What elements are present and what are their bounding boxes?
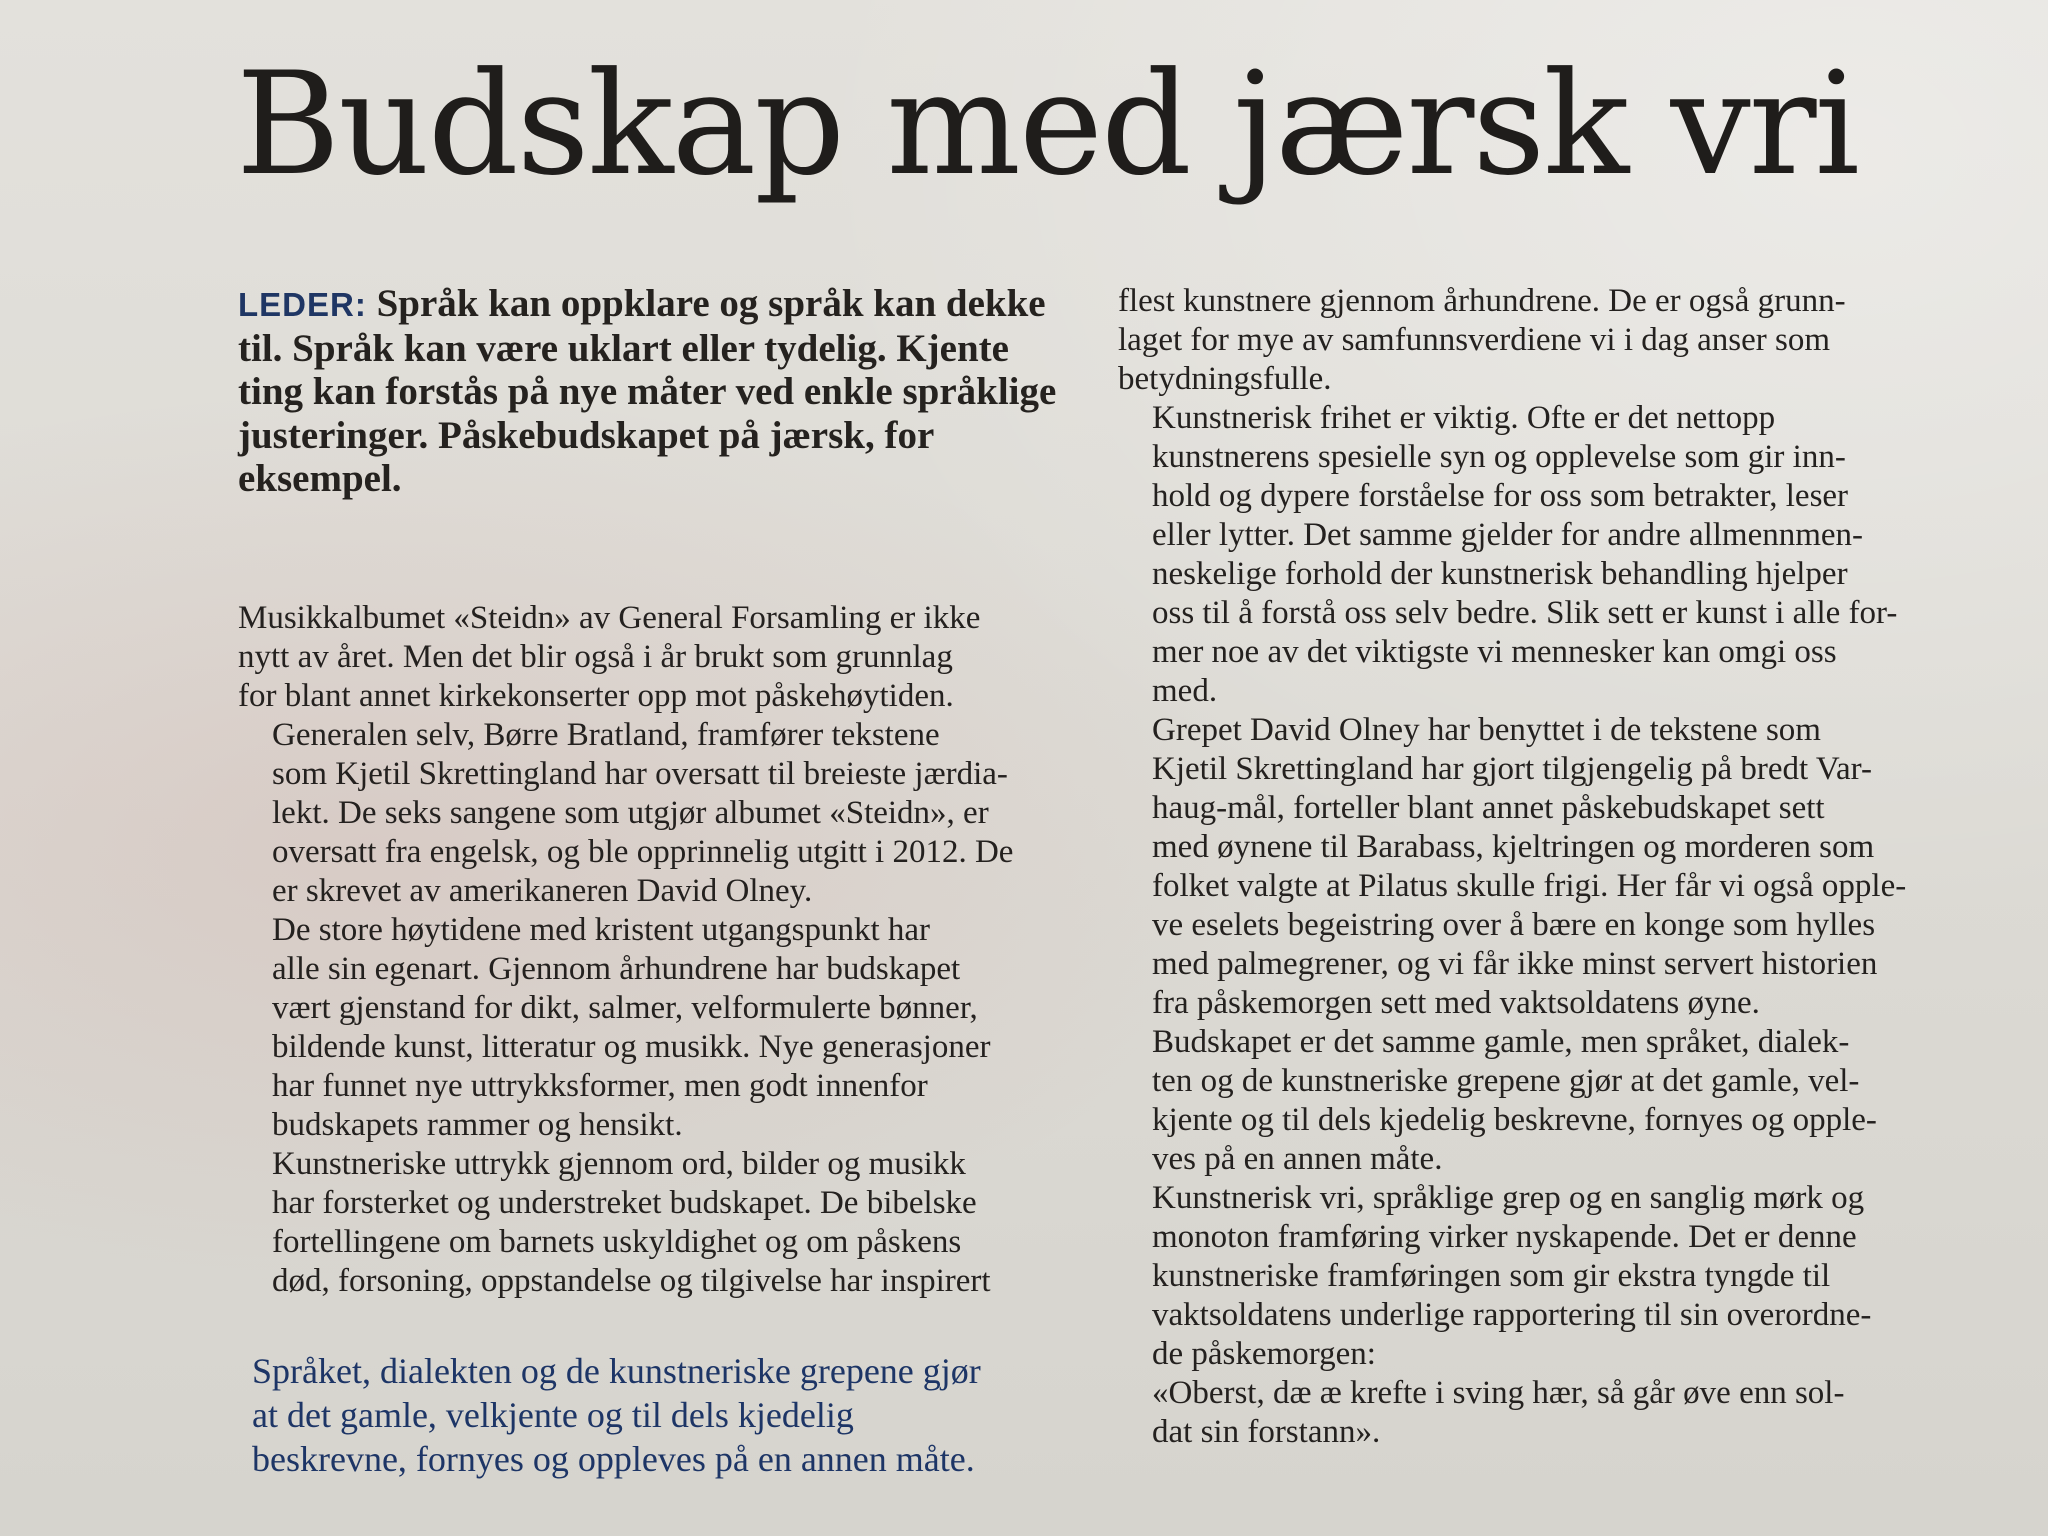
pull-quote-line: Språket, dialekten og de kunstneriske grepene gjør bbox=[252, 1350, 981, 1391]
right-column bbox=[1118, 282, 1988, 1452]
text-line: laget for mye av samfunnsverdiene vi i dag anser som bbox=[1118, 322, 1831, 358]
body-paragraph bbox=[238, 716, 1083, 911]
text-line: neskelige forhold der kunstnerisk behandling hjelper bbox=[1152, 556, 1848, 592]
text-line: haug-mål, forteller blant annet påskebudskapet sett bbox=[1152, 790, 1825, 826]
text-line: De store høytidene med kristent utgangspunkt har bbox=[272, 911, 931, 948]
text-line: som Kjetil Skrettingland har oversatt til breieste jærdia- bbox=[272, 755, 1008, 792]
text-line: budskapets rammer og hensikt. bbox=[272, 1106, 683, 1143]
body-paragraph bbox=[1118, 1179, 1988, 1374]
text-line: har funnet nye uttrykksformer, men godt innenfor bbox=[272, 1067, 928, 1104]
text-line: oversatt fra engelsk, og ble opprinnelig utgitt i 2012. De bbox=[272, 833, 1014, 870]
text-line: eller lytter. Det samme gjelder for andre allmennmen- bbox=[1152, 517, 1864, 553]
headline: Budskap med jærsk vri bbox=[236, 42, 1858, 207]
text-line: Kunstnerisk vri, språklige grep og en sanglig mørk og bbox=[1152, 1180, 1865, 1216]
text-line: lekt. De seks sangene som utgjør albumet «Steidn», er bbox=[272, 794, 989, 831]
text-line: ve eselets begeistring over å bære en konge som hylles bbox=[1152, 907, 1876, 943]
text-line: monoton framføring virker nyskapende. Det er denne bbox=[1152, 1219, 1857, 1255]
body-paragraph bbox=[238, 599, 1083, 716]
left-column bbox=[238, 282, 1083, 1481]
text-line: fortellingene om barnets uskyldighet og om påskens bbox=[272, 1223, 962, 1260]
pull-quote-line: at det gamle, velkjente og til dels kjedelig bbox=[252, 1394, 854, 1435]
text-line: Grepet David Olney har benyttet i de tekstene som bbox=[1152, 712, 1821, 748]
body-paragraph bbox=[238, 1145, 1083, 1301]
text-line: med øynene til Barabass, kjeltringen og morderen som bbox=[1152, 829, 1875, 865]
text-line: kunstnerens spesielle syn og opplevelse som gir inn- bbox=[1152, 439, 1846, 475]
text-line: kjente og til dels kjedelig beskrevne, fornyes og opple- bbox=[1152, 1102, 1877, 1138]
body-paragraph bbox=[1118, 1023, 1988, 1179]
text-line: flest kunstnere gjennom århundrene. De er også grunn- bbox=[1118, 283, 1846, 319]
text-line: Kunstneriske uttrykk gjennom ord, bilder og musikk bbox=[272, 1145, 966, 1182]
text-line: kunstneriske framføringen som gir ekstra tyngde til bbox=[1152, 1258, 1831, 1294]
text-line: Kjetil Skrettingland har gjort tilgjengelig på bredt Var- bbox=[1152, 751, 1872, 787]
body-paragraph bbox=[238, 911, 1083, 1145]
text-line: mer noe av det viktigste vi mennesker kan omgi oss bbox=[1152, 634, 1837, 670]
text-line: død, forsoning, oppstandelse og tilgivelse har inspirert bbox=[272, 1262, 991, 1299]
text-line: oss til å forstå oss selv bedre. Slik sett er kunst i alle for- bbox=[1152, 595, 1898, 631]
text-line: betydningsfulle. bbox=[1118, 361, 1332, 397]
text-line: nytt av året. Men det blir også i år brukt som grunnlag bbox=[238, 638, 953, 675]
lead-label: LEDER: bbox=[238, 286, 367, 323]
text-line: vaktsoldatens underlige rapportering til sin overordne- bbox=[1152, 1297, 1872, 1333]
text-line: er skrevet av amerikaneren David Olney. bbox=[272, 872, 813, 909]
text-line: Generalen selv, Børre Bratland, framfører tekstene bbox=[272, 716, 940, 753]
text-line: har forsterket og understreket budskapet. De bibelske bbox=[272, 1184, 977, 1221]
text-line: alle sin egenart. Gjennom århundrene har budskapet bbox=[272, 950, 961, 987]
text-line: hold og dypere forståelse for oss som betrakter, leser bbox=[1152, 478, 1849, 514]
pull-quote-line: beskrevne, fornyes og oppleves på en annen måte. bbox=[252, 1438, 975, 1479]
text-line: ten og de kunstneriske grepene gjør at det gamle, vel- bbox=[1152, 1063, 1860, 1099]
text-line: vært gjenstand for dikt, salmer, velformulerte bønner, bbox=[272, 989, 978, 1026]
pull-quote bbox=[252, 1349, 1083, 1481]
body-paragraph bbox=[1118, 711, 1988, 1023]
text-line: Kunstnerisk frihet er viktig. Ofte er det nettopp bbox=[1152, 400, 1776, 436]
text-line: «Oberst, dæ æ krefte i sving hær, så går øve enn sol- bbox=[1152, 1375, 1845, 1411]
body-paragraph bbox=[1118, 282, 1988, 399]
text-line: bildende kunst, litteratur og musikk. Nye generasjoner bbox=[272, 1028, 991, 1065]
text-line: fra påskemorgen sett med vaktsoldatens øyne. bbox=[1152, 985, 1760, 1021]
quote-paragraph bbox=[1118, 1374, 1988, 1452]
text-line: Budskapet er det samme gamle, men språket, dialek- bbox=[1152, 1024, 1850, 1060]
text-line: med. bbox=[1152, 673, 1218, 709]
lead-text: Språk kan oppklare og språk kan dekke til. Språk kan være uklart eller tydelig. Kjente ting kan forstås på nye måter ved enkle språklige justeringer. Påskebudskapet på jærsk, for eksempel. bbox=[238, 282, 1057, 500]
text-line: ves på en annen måte. bbox=[1152, 1141, 1443, 1177]
text-line: med palmegrener, og vi får ikke minst servert historien bbox=[1152, 946, 1878, 982]
lead-paragraph bbox=[238, 282, 1083, 501]
text-line: Musikkalbumet «Steidn» av General Forsamling er ikke bbox=[238, 599, 981, 636]
text-line: dat sin forstann». bbox=[1152, 1414, 1381, 1450]
text-line: for blant annet kirkekonserter opp mot påskehøytiden. bbox=[238, 677, 954, 714]
body-paragraph bbox=[1118, 399, 1988, 711]
text-line: folket valgte at Pilatus skulle frigi. Her får vi også opple- bbox=[1152, 868, 1907, 904]
text-line: de påskemorgen: bbox=[1152, 1336, 1376, 1372]
